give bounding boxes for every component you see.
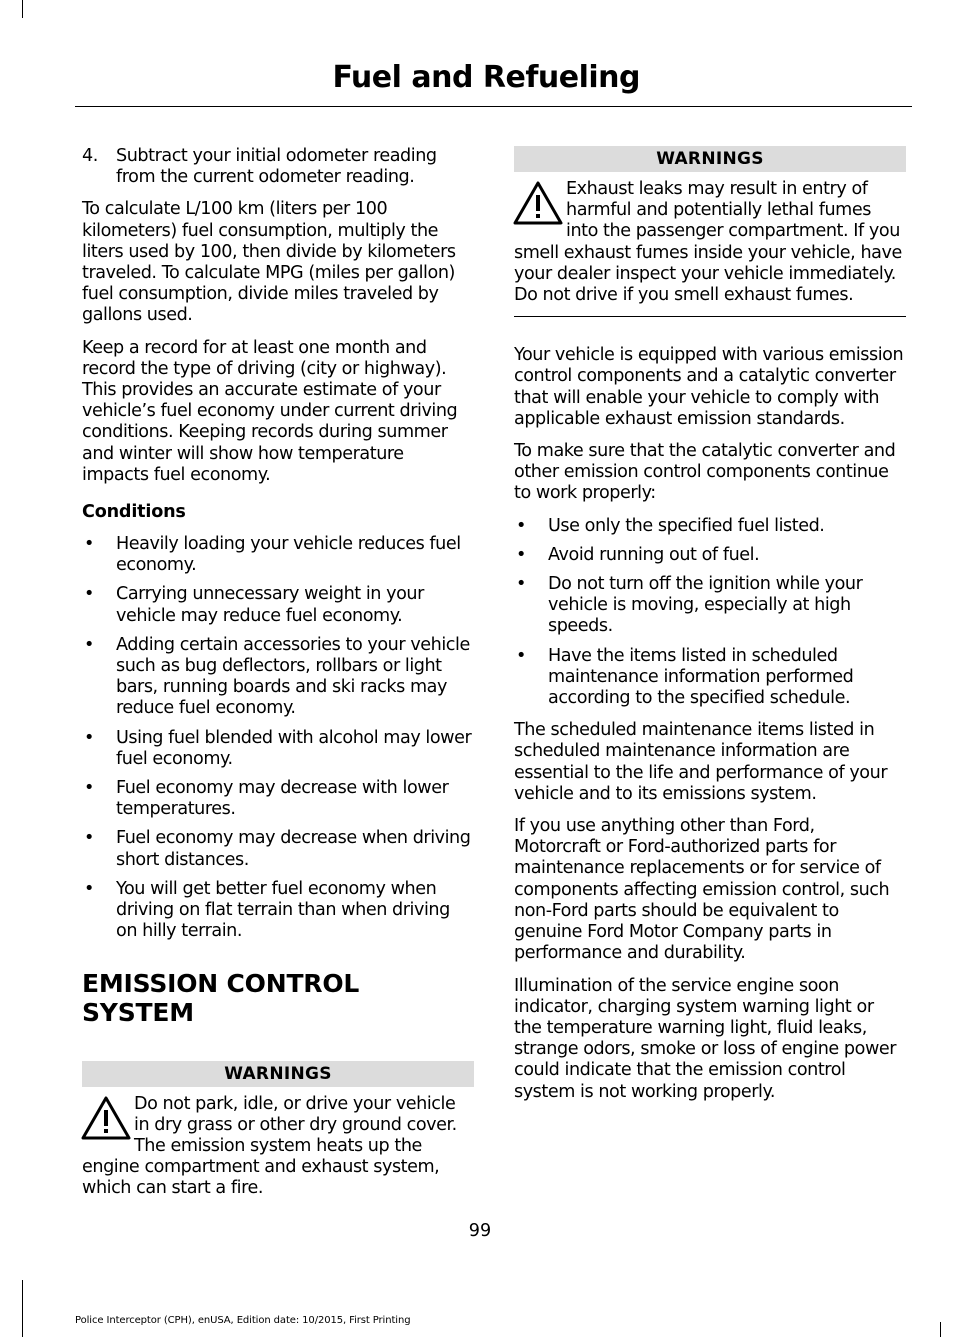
warning-triangle-icon <box>80 1094 132 1142</box>
record-keeping-paragraph: Keep a record for at least one month and record the type of driving (city or highway). This provides an accurate estimate of your vehicle’s fuel economy under current driving conditions. Keeping records during summer and winter will show how temperature impacts fuel economy. <box>82 337 458 485</box>
conditions-heading: Conditions <box>82 502 186 523</box>
list-item: • Have the items listed in scheduled maintenance information performed according to the specified schedule. <box>516 645 854 709</box>
right-column <box>514 146 906 1114</box>
warning-box <box>514 146 906 317</box>
list-item: • Use only the specified fuel listed. <box>516 515 825 536</box>
list-item: • Using fuel blended with alcohol may lower fuel economy. <box>84 727 472 769</box>
page-header-title: Fuel and Refueling <box>332 60 640 95</box>
bullet: • <box>84 727 94 748</box>
warning-body <box>82 1094 474 1200</box>
list-item: • You will get better fuel economy when driving on flat terrain than when driving on hilly terrain. <box>84 878 450 942</box>
crop-mark-bottom-left <box>22 1280 23 1337</box>
warning-text: Do not park, idle, or drive your vehicle in dry grass or other dry ground cover. The emission system heats up the engine compartment and exhaust system, which can start a fire. <box>82 1093 457 1199</box>
illumination-paragraph: Illumination of the service engine soon indicator, charging system warning light or the temperature warning light, fluid leaks, strange odors, smoke or loss of engine power could indicate that the emission control system is not working properly. <box>514 975 897 1102</box>
list-item: • Do not turn off the ignition while your vehicle is moving, especially at high speeds. <box>516 574 863 637</box>
section-heading: EMISSION CONTROL SYSTEM <box>82 968 360 1027</box>
list-item: • Avoid running out of fuel. <box>516 544 760 565</box>
bullet: • <box>516 544 526 565</box>
fuel-consumption-paragraph: To calculate L/100 km (liters per 100 kilometers) fuel consumption, multiply the liters used by 100, then divide by kilometers traveled. To calculate MPG (miles per gallon) fuel consumption, divide miles traveled by gallons used. <box>82 199 456 326</box>
warnings-label: WARNINGS <box>82 1061 474 1087</box>
warning-triangle-icon <box>512 179 564 227</box>
step-4 <box>82 146 474 188</box>
warning-box <box>82 1061 474 1200</box>
left-column <box>82 146 474 1200</box>
list-item: • Fuel economy may decrease with lower temperatures. <box>84 778 449 820</box>
list-item: • Carrying unnecessary weight in your vehicle may reduce fuel economy. <box>84 584 424 626</box>
conditions-list <box>82 534 474 942</box>
bullet: • <box>84 634 94 655</box>
list-item: • Heavily loading your vehicle reduces fuel economy. <box>84 534 461 576</box>
footer-edition: Police Interceptor (CPH), enUSA, Edition date: 10/2015, First Printing <box>75 1315 411 1326</box>
page-number: 99 <box>468 1221 492 1241</box>
bullet: • <box>84 584 94 605</box>
warnings-label: WARNINGS <box>514 146 906 172</box>
step-text: Subtract your initial odometer reading from the current odometer reading. <box>116 146 437 188</box>
parts-paragraph: If you use anything other than Ford, Motorcraft or Ford-authorized parts for maintenance replacements or for service of components affecting emission control, such non-Ford parts should be equivalent to genuine Ford Motor Company parts in performance and durability. <box>514 816 890 964</box>
crop-mark-bottom-right <box>940 1322 941 1337</box>
bullet: • <box>516 645 526 666</box>
list-item: • Fuel economy may decrease when driving short distances. <box>84 828 471 870</box>
emission-care-list <box>514 516 906 710</box>
bullet: • <box>516 515 526 536</box>
emission-components-paragraph: Your vehicle is equipped with various emission control components and a catalytic converter that will enable your vehicle to comply with applicable exhaust emission standards. <box>514 345 904 429</box>
warning-text: Exhaust leaks may result in entry of harmful and potentially lethal fumes into the passenger compartment. If you smell exhaust fumes inside your vehicle, have your dealer inspect your vehicle immediately. Do not drive if you smell exhaust fumes. <box>514 179 902 306</box>
bullet: • <box>84 828 94 849</box>
list-item: • Adding certain accessories to your vehicle such as bug deflectors, rollbars or light bars, running boards and ski racks may reduce fuel economy. <box>84 634 470 719</box>
bullet: • <box>84 778 94 799</box>
scheduled-maintenance-paragraph: The scheduled maintenance items listed in scheduled maintenance information are essential to the life and performance of your vehicle and to its emissions system. <box>514 720 888 804</box>
warning-body <box>514 179 906 306</box>
bullet: • <box>84 534 94 555</box>
bullet: • <box>516 574 526 595</box>
catalytic-converter-paragraph: To make sure that the catalytic converter and other emission control components continue to work properly: <box>514 441 896 504</box>
header-divider <box>75 106 912 107</box>
crop-mark-top-left <box>22 0 23 18</box>
bullet: • <box>84 878 94 899</box>
step-number: 4. <box>82 146 98 166</box>
